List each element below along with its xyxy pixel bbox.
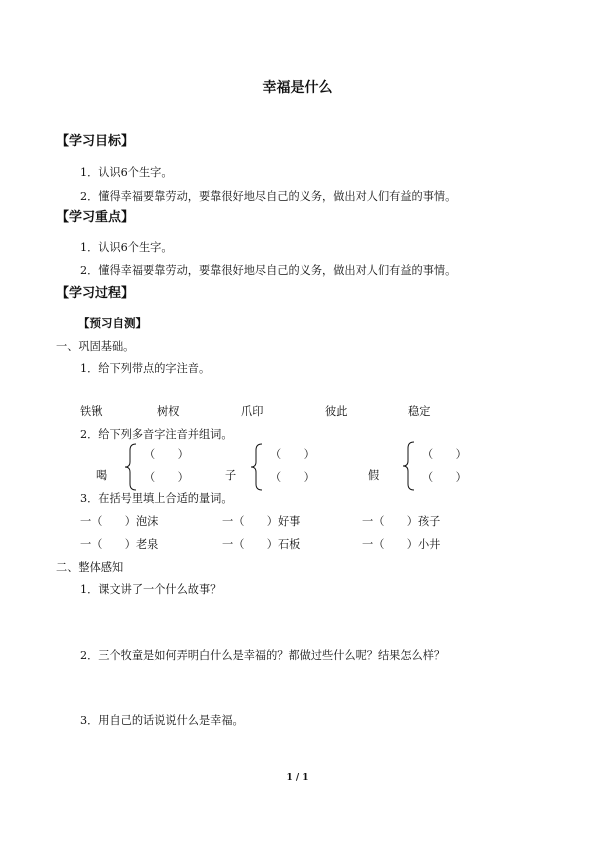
answer-slot[interactable]: （ ） [144, 448, 189, 461]
focus-item-1: 1．认识6个生字。 [80, 241, 173, 254]
answer-slot[interactable]: （ ） [270, 448, 315, 461]
word-1: 铁锹 [80, 405, 103, 418]
part1-label: 一、巩固基础。 [56, 340, 135, 353]
goal-item-2: 2．懂得幸福要靠劳动，要靠很好地尽自己的义务，做出对人们有益的事情。 [80, 190, 457, 203]
answer-slot[interactable]: （ ） [270, 471, 315, 484]
part2-q3: 3．用自己的话说说什么是幸福。 [80, 714, 244, 727]
brace-icon [402, 441, 416, 491]
focus-item-2: 2．懂得幸福要靠劳动，要靠很好地尽自己的义务，做出对人们有益的事情。 [80, 264, 457, 277]
polyphone-char-2: 子 [225, 469, 237, 482]
subsection-heading-preview: 【预习自测】 [78, 316, 147, 330]
goal-item-1: 1．认识6个生字。 [80, 166, 173, 179]
measure-word-item[interactable]: 一（ ）老泉 [80, 538, 159, 551]
page-title: 幸福是什么 [262, 80, 333, 96]
section-heading-focus: 【学习重点】 [56, 210, 135, 225]
measure-word-item[interactable]: 一（ ）石板 [222, 538, 301, 551]
measure-word-item[interactable]: 一（ ）小井 [362, 538, 441, 551]
part2-q1: 1．课文讲了一个什么故事？ [80, 583, 222, 596]
brace-icon [124, 443, 138, 491]
section-heading-goals: 【学习目标】 [56, 134, 135, 149]
word-5: 稳定 [408, 405, 431, 418]
page-number: 1 / 1 [286, 773, 309, 783]
word-2: 树杈 [157, 405, 180, 418]
part2-q2: 2．三个牧童是如何弄明白什么是幸福的？都做过些什么呢？结果怎么样？ [80, 649, 446, 662]
part1-q1: 1．给下列带点的字注音。 [80, 362, 211, 375]
polyphone-char-3: 假 [368, 469, 380, 482]
part2-label: 二、整体感知 [56, 561, 124, 574]
answer-slot[interactable]: （ ） [422, 471, 467, 484]
word-4: 彼此 [325, 405, 348, 418]
measure-word-item[interactable]: 一（ ）好事 [222, 515, 301, 528]
polyphone-char-1: 喝 [96, 469, 108, 482]
word-3: 爪印 [241, 405, 264, 418]
section-heading-process: 【学习过程】 [56, 286, 135, 301]
part1-q2: 2．给下列多音字注音并组词。 [80, 428, 233, 441]
answer-slot[interactable]: （ ） [144, 471, 189, 484]
measure-word-item[interactable]: 一（ ）孩子 [362, 515, 441, 528]
brace-icon [250, 443, 264, 491]
answer-slot[interactable]: （ ） [422, 448, 467, 461]
part1-q3: 3．在括号里填上合适的量词。 [80, 492, 233, 505]
measure-word-item[interactable]: 一（ ）泡沫 [80, 515, 159, 528]
